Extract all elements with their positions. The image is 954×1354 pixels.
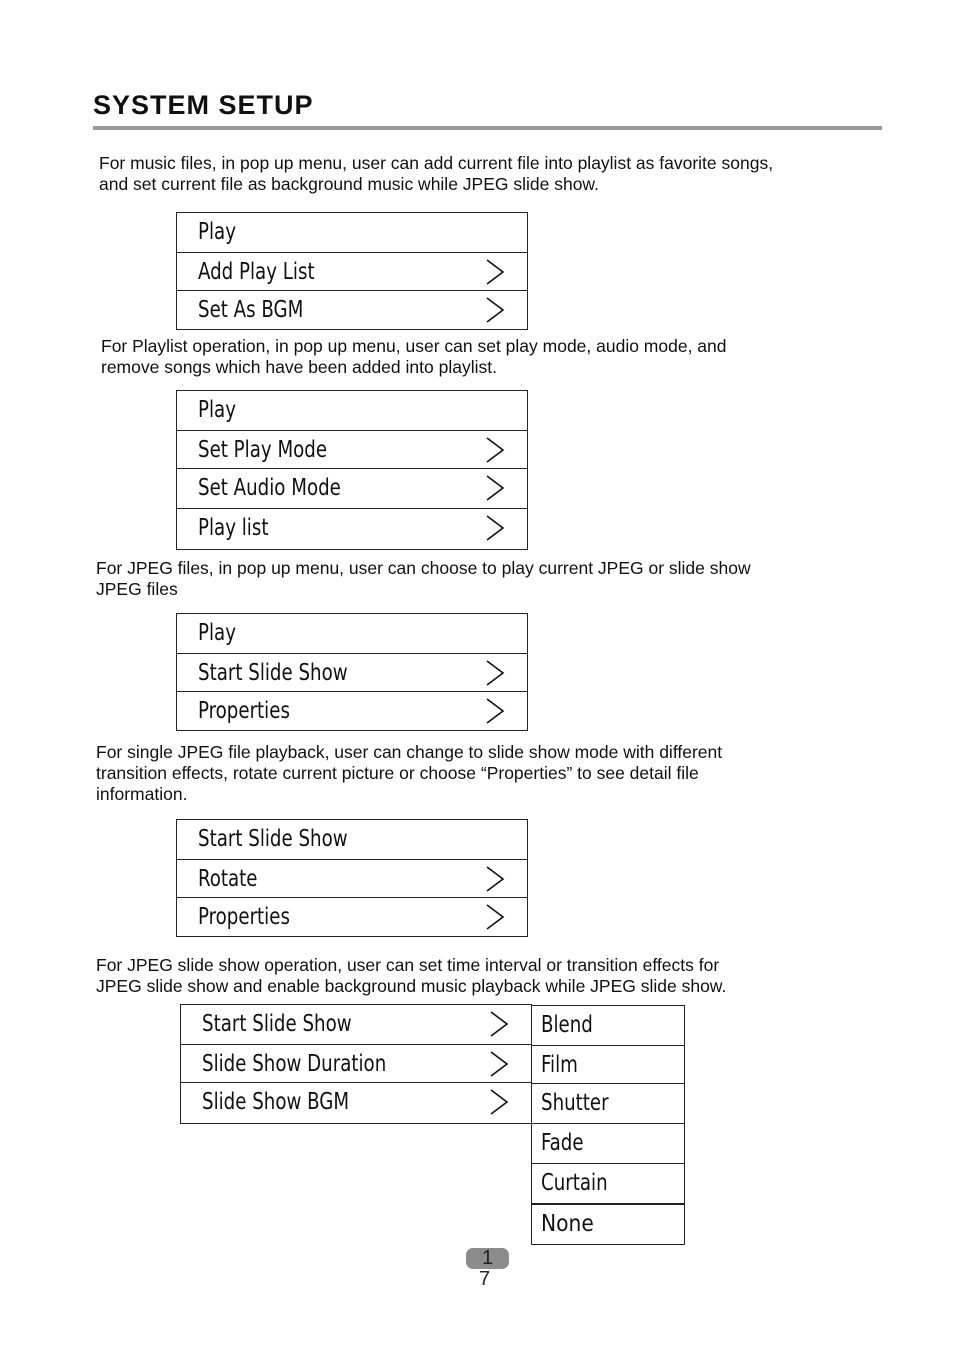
chevron-right-icon <box>485 697 505 725</box>
menu-item-rotate[interactable] <box>177 860 527 898</box>
transition-option-film[interactable] <box>532 1046 684 1084</box>
transition-option-blend[interactable] <box>532 1006 684 1046</box>
menu-item-label: Start Slide Show <box>198 660 348 686</box>
transition-option-label: Blend <box>541 1012 593 1038</box>
menu-item-set-audio-mode[interactable] <box>177 469 527 509</box>
menu-item-play[interactable] <box>177 614 527 654</box>
menu-item-label: Properties <box>198 698 290 724</box>
menu-item-label: Set As BGM <box>198 297 304 323</box>
jpeg-files-description: For JPEG files, in pop up menu, user can choose to play current JPEG or slide show JPEG files <box>96 558 751 599</box>
menu-item-label: Slide Show Duration <box>202 1051 387 1077</box>
menu-item-label: Play <box>198 219 236 245</box>
menu-item-properties[interactable] <box>177 692 527 730</box>
menu-item-label: Start Slide Show <box>202 1011 352 1037</box>
transition-option-label: Film <box>541 1052 578 1078</box>
chevron-right-icon <box>485 436 505 464</box>
chevron-right-icon <box>485 296 505 324</box>
menu-item-label: Rotate <box>198 866 258 892</box>
transition-option-label: Fade <box>541 1130 584 1156</box>
chevron-right-icon <box>485 659 505 687</box>
transition-option-none[interactable] <box>531 1204 685 1245</box>
chevron-right-icon <box>485 474 505 502</box>
menu-item-set-as-bgm[interactable] <box>177 291 527 329</box>
menu-item-play[interactable] <box>177 213 527 253</box>
single-jpeg-popup-menu <box>176 819 528 937</box>
transition-option-fade[interactable] <box>532 1124 684 1164</box>
menu-item-start-slide-show[interactable] <box>181 1005 531 1045</box>
chevron-right-icon <box>489 1050 509 1078</box>
menu-item-slide-show-bgm[interactable] <box>181 1083 531 1123</box>
menu-item-label: Slide Show BGM <box>202 1089 350 1115</box>
page-title: SYSTEM SETUP <box>93 90 314 120</box>
transition-option-label: Curtain <box>541 1170 608 1196</box>
menu-item-set-play-mode[interactable] <box>177 431 527 469</box>
chevron-right-icon <box>485 514 505 542</box>
title-divider <box>93 126 882 130</box>
menu-item-add-play-list[interactable] <box>177 253 527 291</box>
music-files-description: For music files, in pop up menu, user can add current file into playlist as favorite songs, and set current file as background music while JPEG slide show. <box>99 153 774 194</box>
transition-option-label: Shutter <box>541 1090 609 1116</box>
transition-option-label: None <box>541 1211 594 1237</box>
menu-item-label: Set Audio Mode <box>198 475 341 501</box>
menu-item-label: Properties <box>198 904 290 930</box>
menu-item-label: Set Play Mode <box>198 437 328 463</box>
music-popup-menu <box>176 212 528 330</box>
menu-item-label: Play list <box>198 515 269 541</box>
menu-item-label: Play <box>198 397 236 423</box>
menu-item-slide-show-duration[interactable] <box>181 1045 531 1083</box>
chevron-right-icon <box>485 903 505 931</box>
menu-item-play[interactable] <box>177 391 527 431</box>
playlist-popup-menu <box>176 390 528 550</box>
transition-option-shutter[interactable] <box>532 1084 684 1124</box>
page-number: 1 7 <box>466 1248 509 1269</box>
chevron-right-icon <box>485 258 505 286</box>
chevron-right-icon <box>485 865 505 893</box>
transition-effect-submenu <box>531 1005 685 1204</box>
single-jpeg-description: For single JPEG file playback, user can change to slide show mode with different transition effects, rotate current picture or choose “Properties” to see detail file information. <box>96 742 723 804</box>
jpeg-popup-menu <box>176 613 528 731</box>
transition-option-curtain[interactable] <box>532 1164 684 1203</box>
menu-item-start-slide-show[interactable] <box>177 820 527 860</box>
menu-item-start-slide-show[interactable] <box>177 654 527 692</box>
chevron-right-icon <box>489 1010 509 1038</box>
menu-item-label: Start Slide Show <box>198 826 348 852</box>
menu-item-play-list[interactable] <box>177 509 527 549</box>
menu-item-properties[interactable] <box>177 898 527 936</box>
slide-show-popup-menu <box>180 1004 532 1124</box>
slide-show-description: For JPEG slide show operation, user can set time interval or transition effects for JPEG slide show and enable background music playback while JPEG slide show. <box>96 955 727 996</box>
menu-item-label: Play <box>198 620 236 646</box>
chevron-right-icon <box>489 1088 509 1116</box>
playlist-description: For Playlist operation, in pop up menu, user can set play mode, audio mode, and remove songs which have been added into playlist. <box>101 336 727 377</box>
menu-item-label: Add Play List <box>198 259 315 285</box>
